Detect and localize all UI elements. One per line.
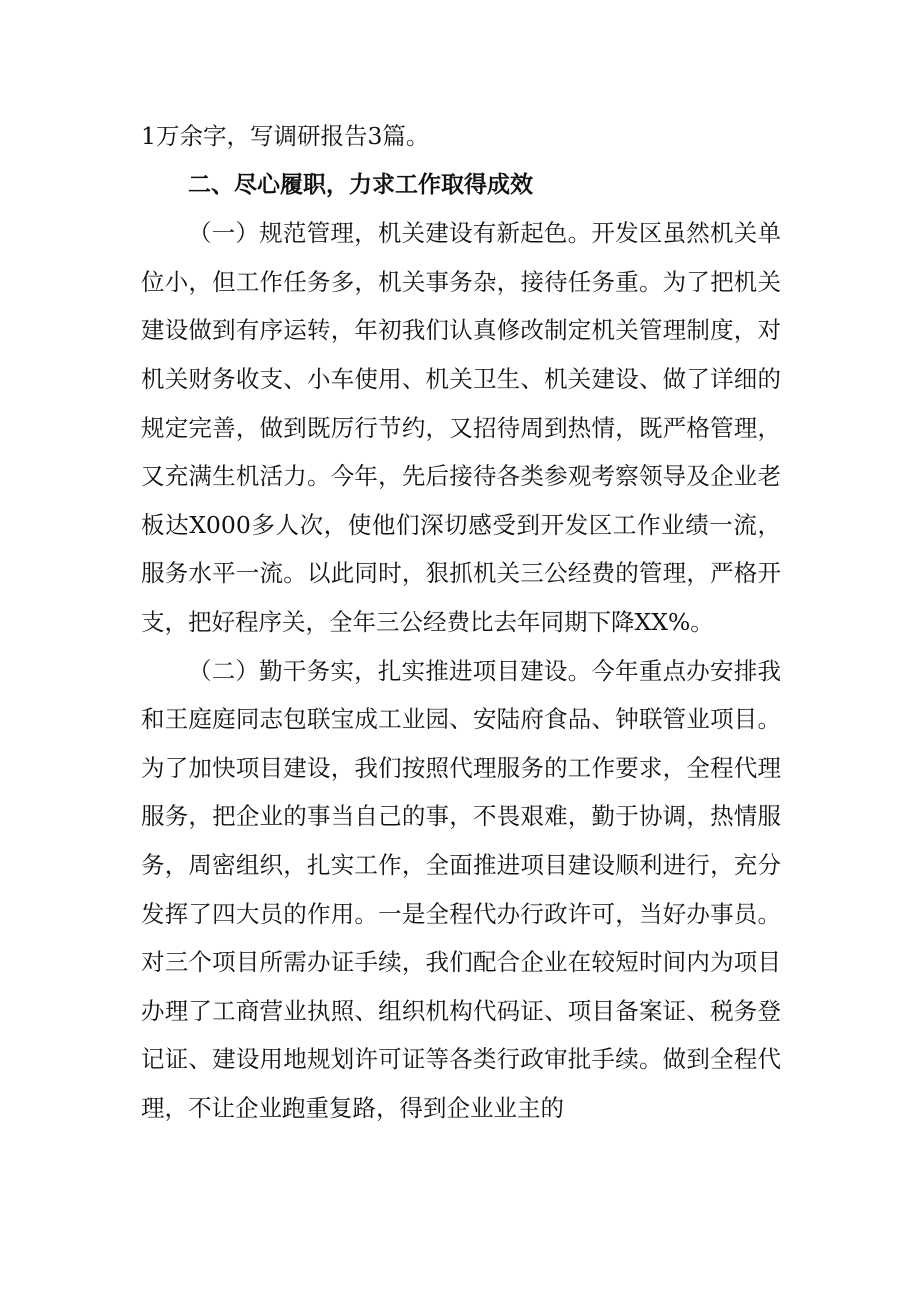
paragraph-two: （二）勤干务实，扎实推进项目建设。今年重点办安排我和王庭庭同志包联宝成工业园、安陆府食品、钟联管业项目。为了加快项目建设，我们按照代理服务的工作要求，全程代理服务，把企业的事当自己的事，不畏艰难，勤于协调，热情服务，周密组织，扎实工作，全面推进项目建设顺利进行，充分发挥了四大员的作用。一是全程代办行政许可，当好办事员。对三个项目所需办证手续，我们配合企业在较短时间内为项目办理了工商营业执照、组织机构代码证、项目备案证、税务登记证、建设用地规划许可证等各类行政审批手续。做到全程代理，不让企业跑重复路，得到企业业主的 bbox=[141, 656, 781, 1122]
paragraph-one: （一）规范管理，机关建设有新起色。开发区虽然机关单位小，但工作任务多，机关事务杂，接待任务重。为了把机关建设做到有序运转，年初我们认真修改制定机关管理制度，对机关财务收支、小车使用、机关卫生、机关建设、做了详细的规定完善，做到既厉行节约，又招待周到热情，既严格管理，又充满生机活力。今年，先后接待各类参观考察领导及企业老板达X000多人次，使他们深切感受到开发区工作业绩一流，服务水平一流。以此同时，狠抓机关三公经费的管理，严格开支，把好程序关，全年三公经费比去年同期下降XX%。 bbox=[141, 219, 781, 636]
continuation-text: 1万余字，写调研报告3篇。 bbox=[141, 122, 430, 150]
section-heading: 二、尽心履职，力求工作取得成效 bbox=[188, 171, 533, 198]
document-page bbox=[141, 112, 781, 1132]
